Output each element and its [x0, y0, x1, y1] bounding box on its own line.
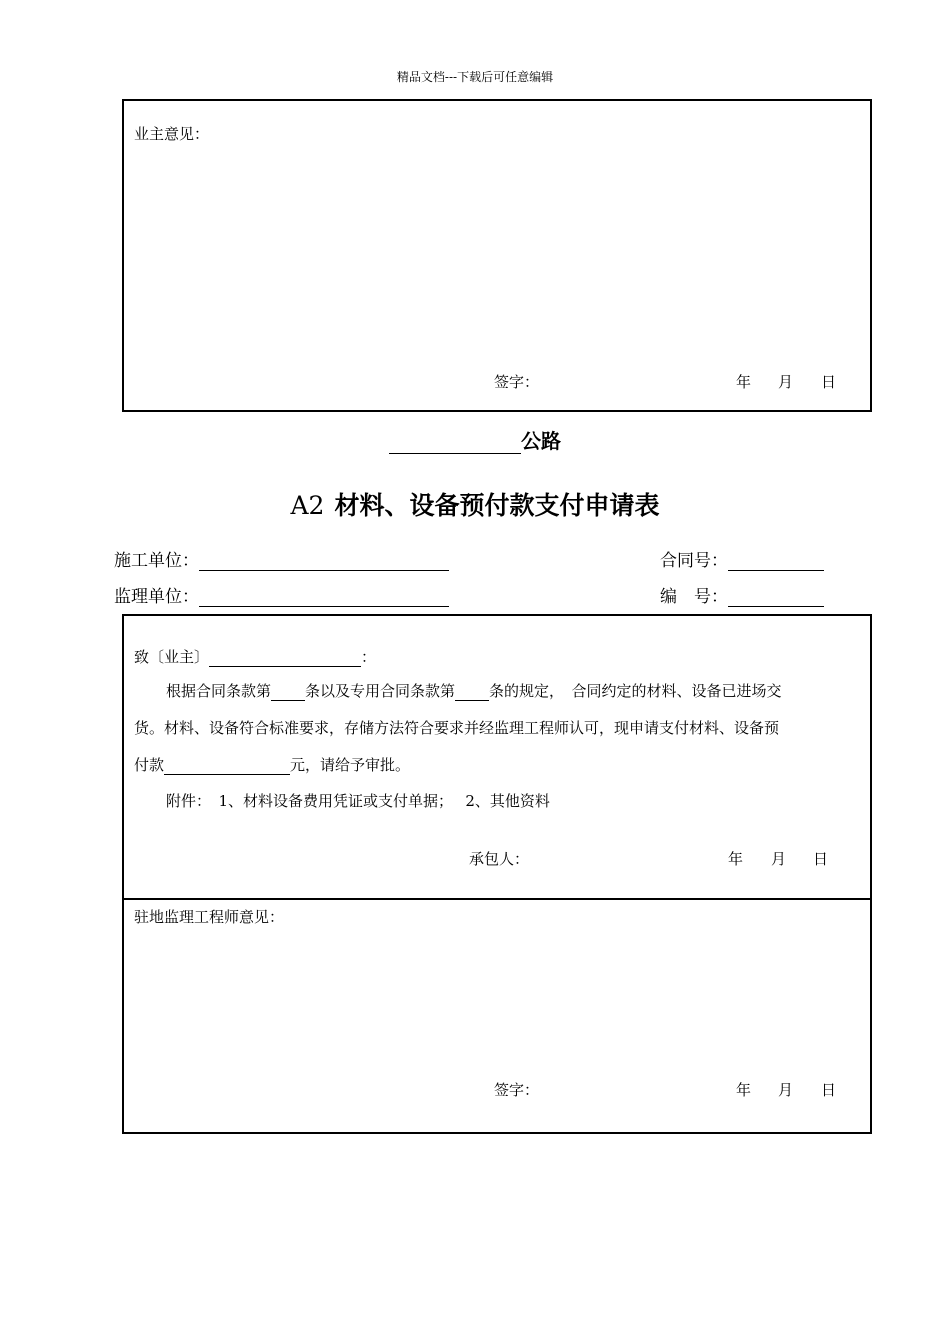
owner-date-year: 年 [736, 373, 752, 391]
supervision-unit-field [114, 582, 449, 607]
contractor-label: 承包人： [469, 850, 530, 868]
attachments-line: 附件： 1、材料设备费用凭证或支付单据； 2、其他资料 [166, 792, 550, 810]
owner-date-day: 日 [821, 373, 837, 391]
engineer-date-month: 月 [778, 1081, 794, 1099]
body-line-1 [166, 680, 782, 701]
clause-no-blank [271, 683, 305, 701]
supervision-unit-label: 监理单位： [114, 587, 199, 607]
addressee-colon: ： [361, 648, 377, 666]
contract-no-field [660, 546, 824, 571]
body-line-1-b: 条以及专用合同条款第 [305, 682, 456, 700]
body-line-1-a: 根据合同条款第 [166, 682, 272, 700]
engineer-opinion-label: 驻地监理工程师意见： [134, 908, 285, 926]
owner-opinion-box [122, 99, 872, 412]
road-title-suffix: 公路 [521, 429, 561, 453]
application-box [122, 614, 872, 1134]
contractor-date-day: 日 [813, 850, 829, 868]
serial-no-blank [728, 586, 824, 607]
road-name-blank [389, 433, 521, 454]
construction-unit-label: 施工单位： [114, 551, 199, 571]
contractor-date-month: 月 [771, 850, 787, 868]
engineer-date-day: 日 [821, 1081, 837, 1099]
owner-opinion-label: 业主意见： [134, 125, 210, 143]
page-header-note: 精品文档---下载后可任意编辑 [396, 70, 554, 84]
construction-unit-field [114, 546, 449, 571]
amount-blank [164, 757, 290, 775]
addressee-line [134, 646, 376, 667]
body-line-2: 货。材料、设备符合标准要求，存储方法符合要求并经监理工程师认可，现申请支付材料、设备预 [134, 719, 780, 737]
body-line-1-c: 条的规定， 合同约定的材料、设备已进场交 [489, 682, 782, 700]
addressee-blank [209, 649, 361, 667]
form-title [0, 486, 950, 522]
construction-unit-blank [199, 550, 449, 571]
owner-date-month: 月 [778, 373, 794, 391]
road-title [0, 425, 950, 454]
special-clause-no-blank [455, 683, 489, 701]
serial-no-label: 编 号： [660, 587, 728, 607]
engineer-sign-label: 签字： [494, 1081, 540, 1099]
body-line-3-a: 付款 [134, 756, 165, 774]
serial-no-field [660, 582, 824, 607]
contract-no-blank [728, 550, 824, 571]
contractor-date-year: 年 [728, 850, 744, 868]
body-line-3 [134, 754, 410, 775]
owner-sign-label: 签字： [494, 373, 540, 391]
form-code: A2 [290, 491, 325, 520]
supervision-unit-blank [199, 586, 449, 607]
engineer-date-year: 年 [736, 1081, 752, 1099]
addressee-label: 致〔业主〕 [134, 648, 210, 666]
contract-no-label: 合同号： [660, 551, 728, 571]
section-divider [124, 898, 870, 900]
form-title-text: 材料、设备预付款支付申请表 [334, 491, 660, 520]
body-line-3-b: 元，请给予审批。 [290, 756, 411, 774]
